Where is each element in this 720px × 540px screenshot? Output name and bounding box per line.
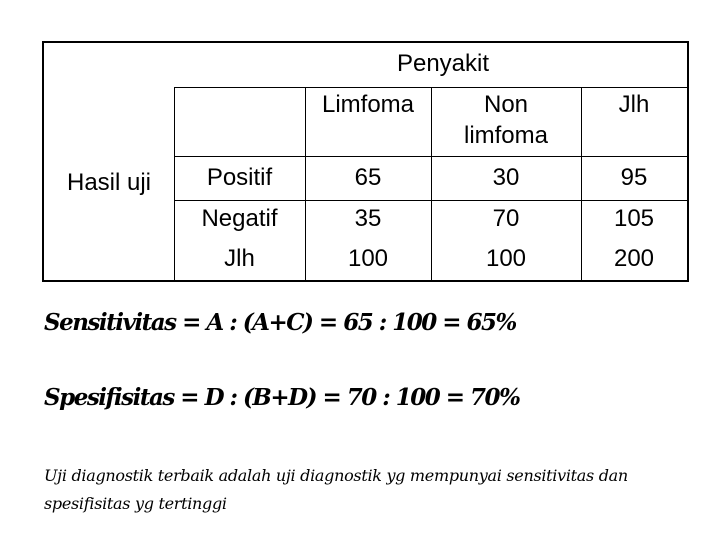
table-divider: [174, 200, 687, 201]
cell-value: 200: [613, 245, 655, 272]
column-header-total: Jlh: [618, 91, 650, 118]
row-label: Positif: [206, 164, 273, 191]
table-divider: [174, 156, 687, 157]
cell-value: 95: [620, 164, 648, 191]
cell-value: 35: [354, 205, 382, 232]
group-header: Penyakit: [396, 50, 490, 77]
cell-value: 30: [492, 164, 520, 191]
cell-value: 65: [354, 164, 382, 191]
cell-value: 100: [347, 245, 389, 272]
conclusion-note: Uji diagnostik terbaik adalah uji diagnostik yg mempunyai sensitivitas dan spesifisitas yg tertinggi: [44, 466, 628, 513]
column-header-limfoma: Limfoma: [321, 91, 415, 118]
sensitivity-formula: Sensitivitas = A : (A+C) = 65 : 100 = 65%: [44, 309, 516, 336]
cell-value: 105: [613, 205, 655, 232]
column-header-non-limfoma-line2: limfoma: [463, 122, 548, 149]
table-divider: [174, 87, 687, 88]
column-header-non-limfoma-line1: Non: [483, 91, 529, 118]
cell-value: 100: [485, 245, 527, 272]
specificity-formula: Spesifisitas = D : (B+D) = 70 : 100 = 70%: [44, 384, 520, 411]
row-header: Hasil uji: [66, 169, 152, 196]
contingency-table: [42, 41, 689, 282]
cell-value: 70: [492, 205, 520, 232]
row-label: Negatif: [201, 205, 278, 232]
row-label: Jlh: [224, 245, 255, 272]
